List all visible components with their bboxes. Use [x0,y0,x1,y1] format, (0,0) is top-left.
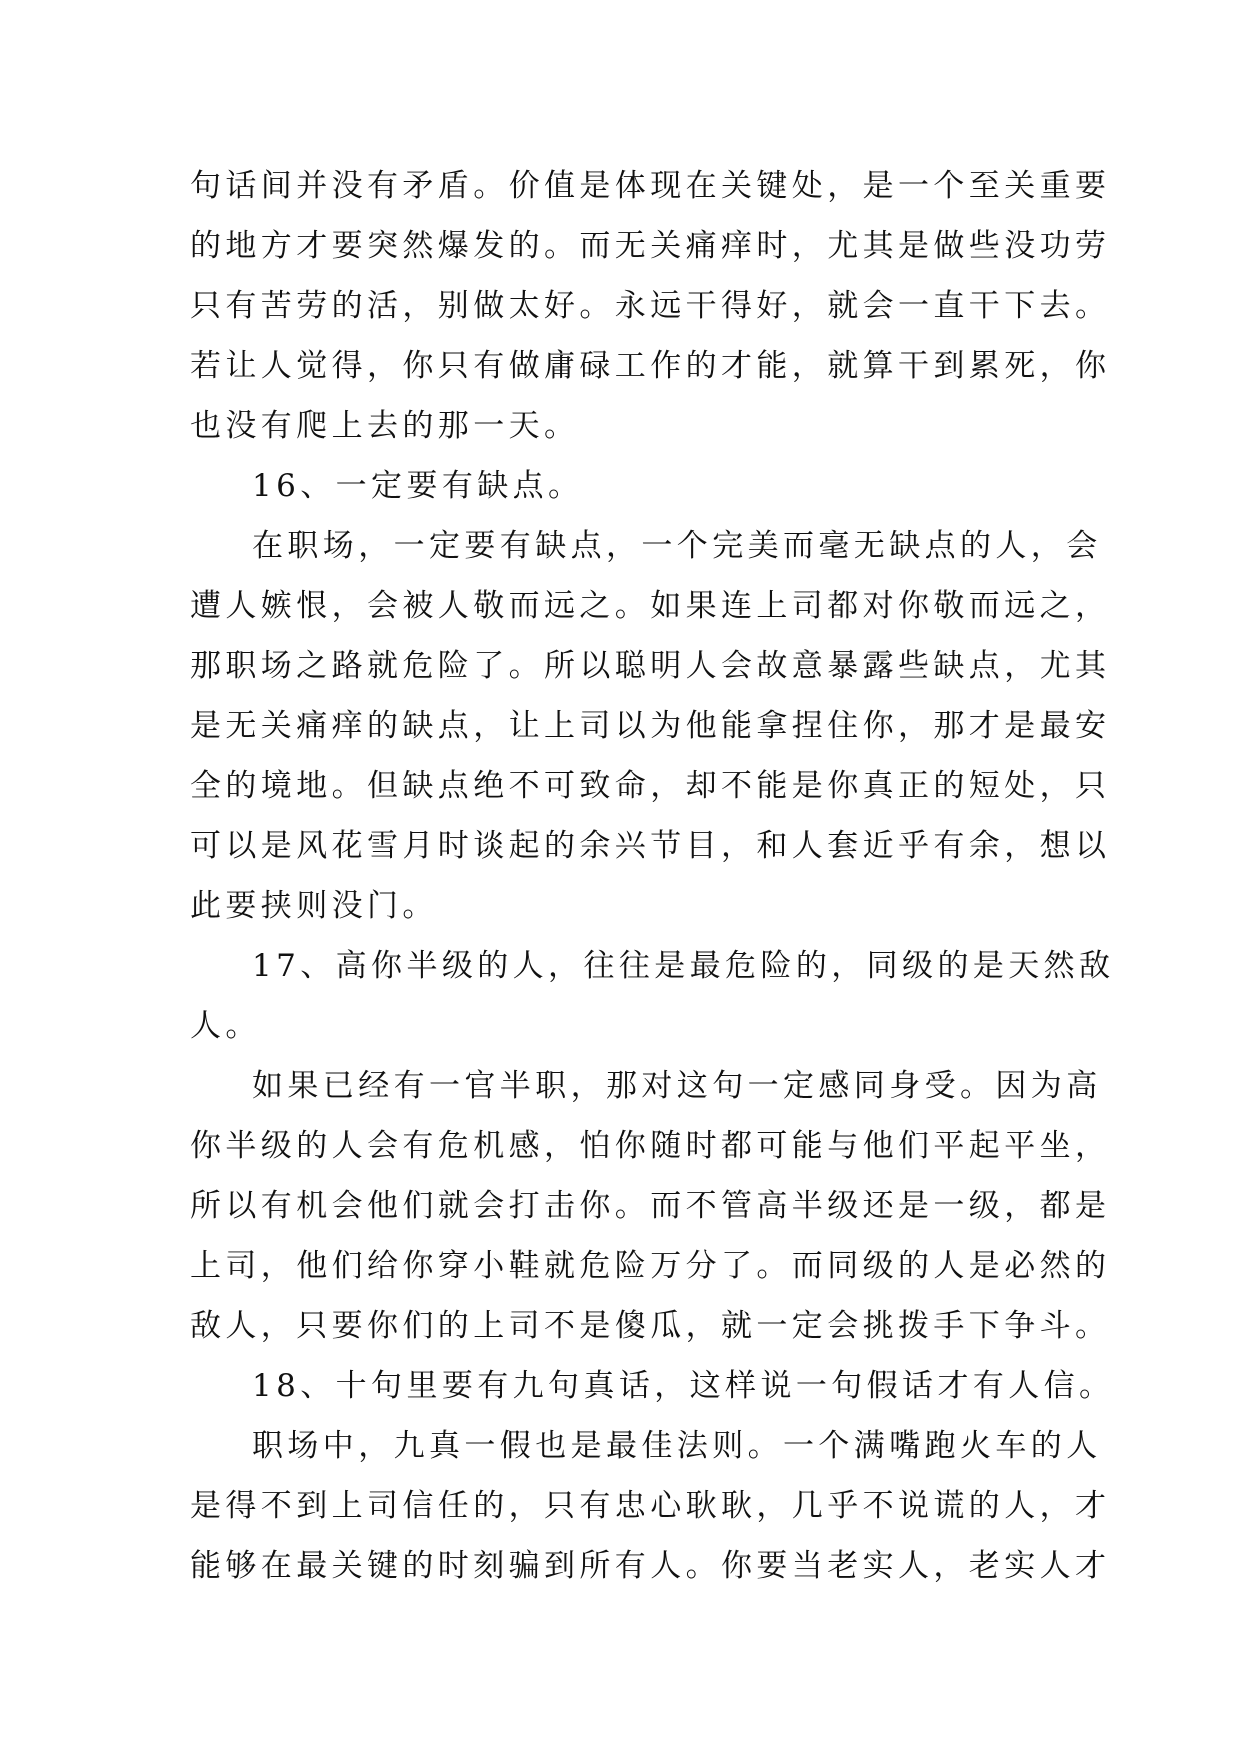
text-line: 那职场之路就危险了。所以聪明人会故意暴露些缺点，尤其 [190,648,1111,684]
section-18 [190,1356,1115,1596]
text-line: 也没有爬上去的那一天。 [190,408,580,444]
paragraph-continued [190,156,1111,456]
text-line: 所以有机会他们就会打击你。而不管高半级还是一级，都是 [190,1188,1111,1224]
text-line: 上司，他们给你穿小鞋就危险万分了。而同级的人是必然的 [190,1248,1111,1284]
text-line: 如果已经有一官半职，那对这句一定感同身受。因为高 [252,1068,1102,1104]
text-line: 此要挟则没门。 [190,888,438,924]
text-line: 敌人，只要你们的上司不是傻瓜，就一定会挑拨手下争斗。 [190,1308,1111,1344]
text-line: 可以是风花雪月时谈起的余兴节目，和人套近乎有余，想以 [190,828,1111,864]
section-heading-continued: 人。 [190,1008,261,1044]
section-heading: 17、高你半级的人，往往是最危险的，同级的是天然敌 [252,948,1115,984]
text-line: 是无关痛痒的缺点，让上司以为他能拿捏住你，那才是最安 [190,708,1111,744]
text-line: 能够在最关键的时刻骗到所有人。你要当老实人，老实人才 [190,1548,1111,1584]
text-line: 是得不到上司信任的，只有忠心耿耿，几乎不说谎的人，才 [190,1488,1111,1524]
text-line: 若让人觉得，你只有做庸碌工作的才能，就算干到累死，你 [190,348,1111,384]
text-line: 的地方才要突然爆发的。而无关痛痒时，尤其是做些没功劳 [190,228,1111,264]
section-heading: 18、十句里要有九句真话，这样说一句假话才有人信。 [252,1368,1115,1404]
section-16 [190,456,1111,936]
body-text [190,156,1115,1596]
text-line: 全的境地。但缺点绝不可致命，却不能是你真正的短处，只 [190,768,1111,804]
section-17 [190,936,1115,1356]
text-line: 你半级的人会有危机感，怕你随时都可能与他们平起平坐， [190,1128,1111,1164]
text-line: 句话间并没有矛盾。价值是体现在关键处，是一个至关重要 [190,168,1111,204]
text-line: 职场中，九真一假也是最佳法则。一个满嘴跑火车的人 [252,1428,1102,1464]
text-line: 遭人嫉恨，会被人敬而远之。如果连上司都对你敬而远之， [190,588,1111,624]
text-line: 只有苦劳的活，别做太好。永远干得好，就会一直干下去。 [190,288,1111,324]
section-heading: 16、一定要有缺点。 [252,468,584,504]
text-line: 在职场，一定要有缺点，一个完美而毫无缺点的人，会 [252,528,1102,564]
